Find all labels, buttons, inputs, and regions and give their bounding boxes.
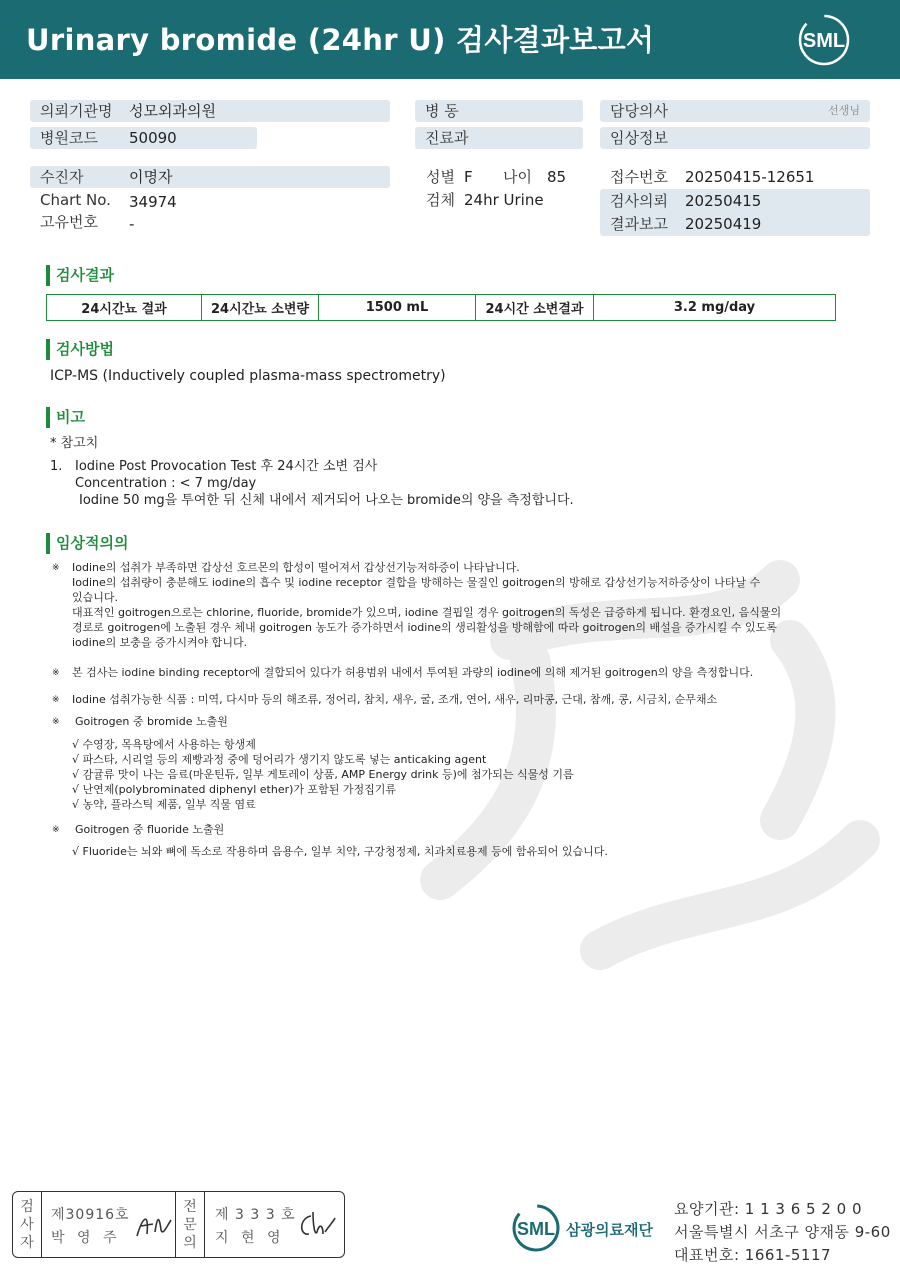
patient-value: 이명자 (129, 168, 173, 186)
doctor-suffix: 선생님 (828, 104, 860, 117)
clinical-p2: 본 검사는 iodine binding receptor에 결합되어 있다가 허용범위 내에서 투여된 과량의 iodine에 의해 제거된 goitrogen의 양을 측정합니다. (72, 666, 754, 679)
hospital-code-label: 병원코드 (30, 127, 257, 149)
specimen-value: 24hr Urine (464, 191, 544, 209)
doctor-label: 담당의사 (610, 102, 668, 120)
specialist-label-char: 의 (183, 1235, 197, 1251)
doctor-field (600, 100, 870, 122)
clinical-p1-line: iodine의 보충을 증가시켜야 합니다. (72, 636, 248, 649)
remark-note: Iodine 50 mg을 투여한 뒤 신체 내에서 제거되어 나오는 bromide의 양을 측정합니다. (79, 493, 574, 508)
receipt-value: 20250415-12651 (685, 168, 815, 186)
specialist-name: 지 현 영 (215, 1230, 285, 1246)
uid-value: - (129, 215, 135, 233)
bullet-icon: ※ (52, 825, 60, 835)
divider (204, 1192, 205, 1257)
specialist-label (179, 1198, 201, 1252)
remark-item-title: Iodine Post Provocation Test 후 24시간 소변 검사 (75, 459, 378, 474)
examiner-label-char: 검 (20, 1199, 34, 1215)
bullet-icon: ※ (52, 717, 60, 727)
request-value: 20250415 (685, 192, 762, 210)
clinical-p5-title: Goitrogen 중 fluoride 노출원 (75, 823, 225, 836)
receipt-label: 접수번호 (610, 168, 668, 186)
examiner-name: 박 영 주 (51, 1230, 121, 1246)
specialist-label-char: 문 (183, 1217, 197, 1233)
remarks-section-title: 비고 (46, 407, 85, 428)
bullet-icon: ※ (52, 668, 60, 678)
clinical-p5-item: √ Fluoride는 뇌와 뼈에 독소로 작용하며 음용수, 일부 치약, 구강청정제, 치과치료용제 등에 함유되어 있습니다. (72, 845, 608, 858)
org-phone: 대표번호: 1661-5117 (674, 1246, 832, 1264)
patient-label: 수진자 (30, 166, 390, 188)
svg-text:SML: SML (517, 1219, 555, 1239)
examiner-label-char: 사 (20, 1217, 34, 1233)
sml-logo-icon (797, 13, 851, 67)
clinical-p4-item: √ 파스타, 시리얼 등의 제빵과정 중에 덩어리가 생기지 않도록 넣는 anticaking agent (72, 753, 487, 766)
clinical-p4-item: √ 수영장, 목욕탕에서 사용하는 항생제 (72, 738, 256, 751)
results-cell: 3.2 mg/day (594, 295, 836, 321)
specimen-label: 검체 (426, 191, 455, 209)
org-name: 삼광의료재단 (566, 1221, 653, 1239)
report-label: 결과보고 (610, 215, 668, 233)
bullet-icon: ※ (52, 695, 60, 705)
specialist-license: 제 3 3 3 호 (215, 1207, 296, 1223)
request-label: 검사의뢰 (610, 192, 668, 210)
results-cell: 24시간뇨 결과 (47, 295, 202, 321)
institution-label: 의뢰기관명 (30, 100, 390, 122)
results-section-title: 검사결과 (46, 265, 114, 286)
clinical-p4-item: √ 농약, 플라스틱 제품, 일부 직물 염료 (72, 798, 256, 811)
sex-value: F (464, 168, 473, 186)
results-cell: 1500 mL (319, 295, 476, 321)
results-table (46, 294, 836, 321)
uid-label: 고유번호 (40, 213, 98, 231)
results-cell: 24시간뇨 소변량 (202, 295, 319, 321)
method-section-title: 검사방법 (46, 339, 114, 360)
specialist-signature-icon (295, 1206, 339, 1242)
table-row (47, 295, 836, 321)
institution-value: 성모외과의원 (129, 102, 216, 120)
clinical-p4-title: Goitrogen 중 bromide 노출원 (75, 715, 228, 728)
sml-org-logo-icon (510, 1203, 562, 1253)
examiner-signature-icon (133, 1206, 175, 1242)
clinical-info-label: 임상정보 (600, 127, 870, 149)
clinical-p4-item: √ 감귤류 맛이 나는 음료(마운틴듀, 일부 게토레이 상품, AMP Energy drink 등)에 첨가되는 식물성 기름 (72, 768, 574, 781)
divider (41, 1192, 42, 1257)
method-text: ICP-MS (Inductively coupled plasma-mass spectrometry) (50, 368, 446, 384)
results-cell: 24시간 소변결과 (476, 295, 594, 321)
examiner-label-char: 자 (20, 1235, 34, 1251)
clinical-p1-line: Iodine의 섭취가 부족하면 갑상선 호르몬의 합성이 떨어져서 갑상선기능저하증이 나타납니다. (72, 561, 520, 574)
clinical-p3: Iodine 섭취가능한 식품 : 미역, 다시마 등의 해조류, 정어리, 참치, 새우, 굴, 조개, 연어, 새우, 리마콩, 근대, 참깨, 콩, 시금치, 순무채소 (72, 693, 718, 706)
examiner-label (16, 1198, 38, 1252)
examiner-license: 제30916호 (51, 1207, 130, 1223)
report-value: 20250419 (685, 215, 762, 233)
report-header (0, 0, 900, 79)
bullet-icon: ※ (52, 563, 60, 573)
clinical-p1-line: 경로로 goitrogen에 노출된 경우 체내 goitrogen 농도가 증가하면서 iodine의 생리활성을 방해함에 따라 goitrogen의 배설을 증가시킬 수 있도록 (72, 621, 777, 634)
chart-value: 34974 (129, 193, 177, 211)
signature-box (12, 1191, 345, 1258)
chart-label: Chart No. (40, 191, 111, 209)
clinical-section-title: 임상적의의 (46, 533, 128, 554)
sex-label: 성별 (426, 168, 455, 186)
dept-label: 진료과 (415, 127, 583, 149)
reference-label: * 참고치 (50, 436, 99, 451)
ward-label: 병 동 (415, 100, 583, 122)
clinical-p1-line: 대표적인 goitrogen으로는 chlorine, fluoride, bromide가 있으며, iodine 결핍일 경우 goitrogen의 독성은 급증하게 됩니다. 환경요인, 음식물의 (72, 606, 782, 619)
age-value: 85 (547, 168, 567, 186)
hospital-code-value: 50090 (129, 129, 177, 147)
remark-concentration: Concentration : < 7 mg/day (75, 476, 257, 491)
clinical-p1-line: Iodine의 섭취량이 충분해도 iodine의 흡수 및 iodine receptor 결합을 방해하는 물질인 goitrogen의 방해로 갑상선기능저하증상이 나타날 수 (72, 576, 761, 589)
institution-code: 요양기관: 1 1 3 6 5 2 0 0 (674, 1200, 863, 1218)
age-label: 나이 (503, 168, 532, 186)
specialist-label-char: 전 (183, 1199, 197, 1215)
divider (175, 1192, 176, 1257)
remark-item-number: 1. (50, 459, 63, 474)
report-title: Urinary bromide (24hr U) 검사결과보고서 (26, 23, 655, 57)
svg-text:SML: SML (802, 30, 846, 52)
clinical-p1-line: 있습니다. (72, 591, 119, 604)
clinical-p4-item: √ 난연제(polybrominated diphenyl ether)가 포함된 가정집기류 (72, 783, 397, 796)
org-address: 서울특별시 서초구 양재동 9-60 (674, 1223, 891, 1241)
